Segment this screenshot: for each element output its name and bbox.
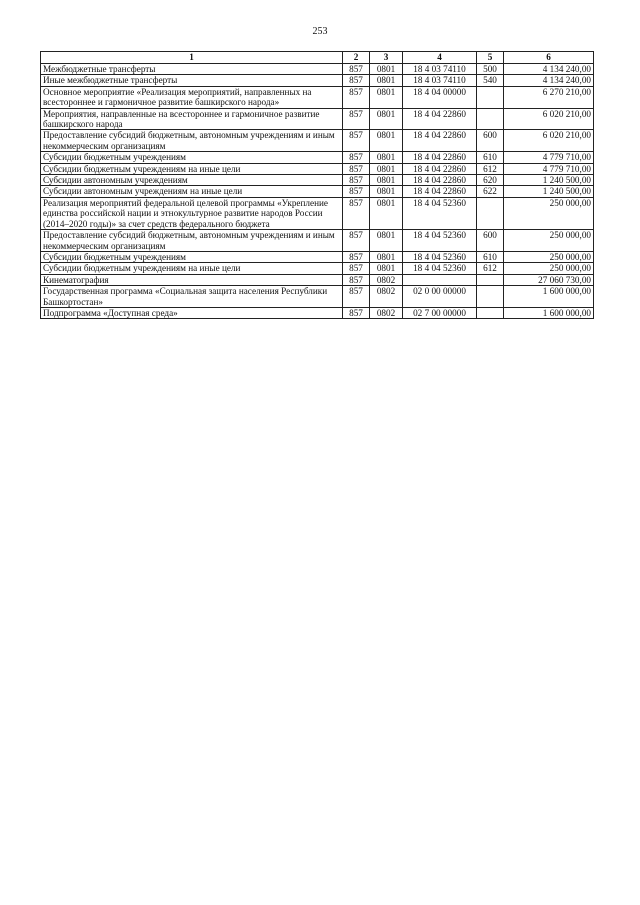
cell-amount: 4 779 710,00 bbox=[504, 163, 594, 174]
cell-expense-type: 610 bbox=[477, 251, 504, 262]
cell-ministry: 857 bbox=[343, 230, 370, 252]
table-header-row bbox=[41, 52, 594, 64]
table-row bbox=[41, 251, 594, 262]
cell-expense-type bbox=[477, 197, 504, 229]
cell-expense-type bbox=[477, 286, 504, 308]
cell-expense-type bbox=[477, 108, 504, 130]
cell-target: 02 7 00 00000 bbox=[403, 307, 477, 318]
cell-expense-type: 622 bbox=[477, 186, 504, 197]
cell-target: 18 4 04 22860 bbox=[403, 130, 477, 152]
cell-amount: 250 000,00 bbox=[504, 263, 594, 274]
table-row bbox=[41, 286, 594, 308]
cell-expense-type bbox=[477, 307, 504, 318]
table-row bbox=[41, 186, 594, 197]
table-row bbox=[41, 86, 594, 108]
cell-section: 0801 bbox=[370, 197, 403, 229]
cell-amount: 6 020 210,00 bbox=[504, 130, 594, 152]
cell-name: Предоставление субсидий бюджетным, автономным учреждениям и иным некоммерческим организациям bbox=[41, 130, 343, 152]
cell-ministry: 857 bbox=[343, 274, 370, 285]
cell-target: 18 4 04 22860 bbox=[403, 186, 477, 197]
cell-expense-type: 600 bbox=[477, 130, 504, 152]
column-header-target: 4 bbox=[403, 52, 477, 64]
cell-name: Межбюджетные трансферты bbox=[41, 64, 343, 75]
cell-amount: 1 600 000,00 bbox=[504, 307, 594, 318]
cell-target: 18 4 04 52360 bbox=[403, 197, 477, 229]
cell-ministry: 857 bbox=[343, 64, 370, 75]
cell-ministry: 857 bbox=[343, 130, 370, 152]
cell-amount: 4 779 710,00 bbox=[504, 152, 594, 163]
cell-amount: 4 134 240,00 bbox=[504, 75, 594, 86]
table-row bbox=[41, 64, 594, 75]
cell-amount: 6 020 210,00 bbox=[504, 108, 594, 130]
cell-target: 18 4 03 74110 bbox=[403, 75, 477, 86]
table-row bbox=[41, 108, 594, 130]
cell-target: 18 4 04 22860 bbox=[403, 163, 477, 174]
cell-expense-type bbox=[477, 86, 504, 108]
cell-amount: 250 000,00 bbox=[504, 251, 594, 262]
cell-name: Кинематография bbox=[41, 274, 343, 285]
cell-ministry: 857 bbox=[343, 186, 370, 197]
cell-ministry: 857 bbox=[343, 286, 370, 308]
table-row bbox=[41, 163, 594, 174]
cell-name: Подпрограмма «Доступная среда» bbox=[41, 307, 343, 318]
cell-section: 0801 bbox=[370, 152, 403, 163]
cell-section: 0801 bbox=[370, 64, 403, 75]
table-row bbox=[41, 152, 594, 163]
cell-expense-type: 500 bbox=[477, 64, 504, 75]
cell-expense-type: 540 bbox=[477, 75, 504, 86]
column-header-expense-type: 5 bbox=[477, 52, 504, 64]
cell-amount: 250 000,00 bbox=[504, 197, 594, 229]
cell-name: Субсидии автономным учреждениям на иные цели bbox=[41, 186, 343, 197]
cell-expense-type: 610 bbox=[477, 152, 504, 163]
table-row bbox=[41, 75, 594, 86]
table-row bbox=[41, 307, 594, 318]
cell-expense-type: 612 bbox=[477, 163, 504, 174]
cell-ministry: 857 bbox=[343, 152, 370, 163]
cell-name: Субсидии бюджетным учреждениям на иные цели bbox=[41, 163, 343, 174]
cell-section: 0801 bbox=[370, 230, 403, 252]
cell-name: Субсидии бюджетным учреждениям на иные цели bbox=[41, 263, 343, 274]
column-header-section: 3 bbox=[370, 52, 403, 64]
cell-name: Мероприятия, направленные на всестороннее и гармоничное развитие башкирского народа bbox=[41, 108, 343, 130]
cell-target bbox=[403, 274, 477, 285]
table-row bbox=[41, 230, 594, 252]
cell-section: 0801 bbox=[370, 86, 403, 108]
cell-target: 02 0 00 00000 bbox=[403, 286, 477, 308]
table-row bbox=[41, 263, 594, 274]
cell-ministry: 857 bbox=[343, 251, 370, 262]
cell-ministry: 857 bbox=[343, 175, 370, 186]
cell-amount: 250 000,00 bbox=[504, 230, 594, 252]
cell-section: 0801 bbox=[370, 130, 403, 152]
cell-name: Субсидии бюджетным учреждениям bbox=[41, 152, 343, 163]
cell-amount: 27 060 730,00 bbox=[504, 274, 594, 285]
cell-target: 18 4 03 74110 bbox=[403, 64, 477, 75]
cell-section: 0801 bbox=[370, 251, 403, 262]
table-row bbox=[41, 274, 594, 285]
cell-target: 18 4 04 22860 bbox=[403, 175, 477, 186]
table-row bbox=[41, 197, 594, 229]
cell-section: 0801 bbox=[370, 108, 403, 130]
cell-amount: 1 600 000,00 bbox=[504, 286, 594, 308]
cell-name: Государственная программа «Социальная защита населения Республики Башкортостан» bbox=[41, 286, 343, 308]
cell-ministry: 857 bbox=[343, 163, 370, 174]
cell-name: Иные межбюджетные трансферты bbox=[41, 75, 343, 86]
table-body bbox=[41, 64, 594, 319]
cell-expense-type: 612 bbox=[477, 263, 504, 274]
cell-expense-type bbox=[477, 274, 504, 285]
cell-target: 18 4 04 52360 bbox=[403, 230, 477, 252]
cell-ministry: 857 bbox=[343, 263, 370, 274]
cell-target: 18 4 04 22860 bbox=[403, 152, 477, 163]
page-number: 253 bbox=[312, 26, 328, 37]
column-header-name: 1 bbox=[41, 52, 343, 64]
cell-section: 0801 bbox=[370, 186, 403, 197]
cell-target: 18 4 04 22860 bbox=[403, 108, 477, 130]
cell-amount: 1 240 500,00 bbox=[504, 186, 594, 197]
cell-amount: 6 270 210,00 bbox=[504, 86, 594, 108]
cell-section: 0801 bbox=[370, 263, 403, 274]
cell-expense-type: 600 bbox=[477, 230, 504, 252]
cell-name: Основное мероприятие «Реализация мероприятий, направленных на всестороннее и гармоничное развитие башкирского народа» bbox=[41, 86, 343, 108]
cell-name: Субсидии автономным учреждениям bbox=[41, 175, 343, 186]
table-row bbox=[41, 175, 594, 186]
cell-name: Предоставление субсидий бюджетным, автономным учреждениям и иным некоммерческим организациям bbox=[41, 230, 343, 252]
cell-amount: 1 240 500,00 bbox=[504, 175, 594, 186]
cell-amount: 4 134 240,00 bbox=[504, 64, 594, 75]
cell-name: Реализация мероприятий федеральной целевой программы «Укрепление единства российской нации и этнокультурное развитие народов России (2014–2020 годы)» за счет средств федерального бюджета bbox=[41, 197, 343, 229]
cell-ministry: 857 bbox=[343, 86, 370, 108]
cell-section: 0801 bbox=[370, 175, 403, 186]
cell-section: 0802 bbox=[370, 307, 403, 318]
cell-target: 18 4 04 52360 bbox=[403, 263, 477, 274]
cell-section: 0802 bbox=[370, 274, 403, 285]
column-header-ministry: 2 bbox=[343, 52, 370, 64]
cell-ministry: 857 bbox=[343, 75, 370, 86]
cell-target: 18 4 04 00000 bbox=[403, 86, 477, 108]
cell-ministry: 857 bbox=[343, 108, 370, 130]
cell-section: 0801 bbox=[370, 75, 403, 86]
cell-section: 0802 bbox=[370, 286, 403, 308]
budget-table bbox=[40, 51, 594, 319]
cell-section: 0801 bbox=[370, 163, 403, 174]
cell-expense-type: 620 bbox=[477, 175, 504, 186]
cell-name: Субсидии бюджетным учреждениям bbox=[41, 251, 343, 262]
cell-ministry: 857 bbox=[343, 197, 370, 229]
column-header-amount: 6 bbox=[504, 52, 594, 64]
cell-ministry: 857 bbox=[343, 307, 370, 318]
table-row bbox=[41, 130, 594, 152]
cell-target: 18 4 04 52360 bbox=[403, 251, 477, 262]
